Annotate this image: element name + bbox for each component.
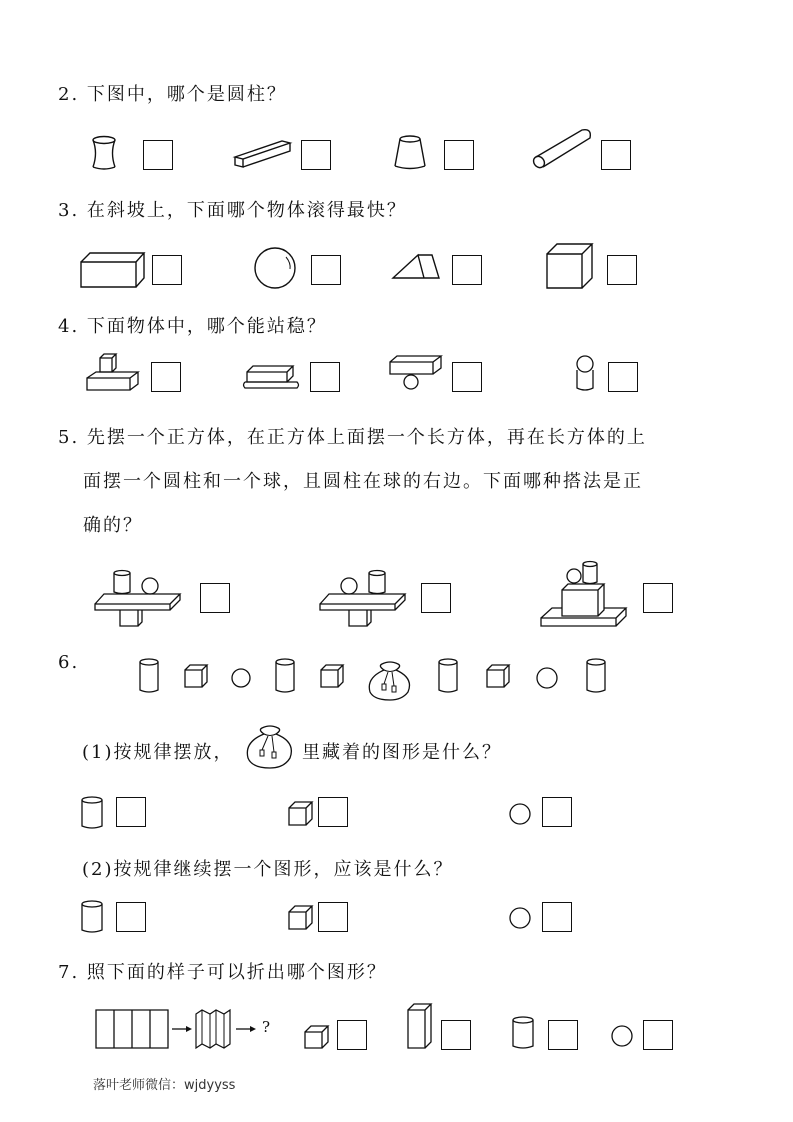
sequence-cylinder-1 — [140, 659, 158, 665]
question-5-line-2: 面摆一个圆柱和一个球，且圆柱在球的右边。下面哪种搭法是正 — [83, 471, 643, 492]
answer-box-q2-2[interactable] — [301, 140, 331, 170]
question-6-part-2-text: (2)按规律继续摆一个图形，应该是什么？ — [82, 859, 454, 880]
long-prism-figure — [232, 135, 294, 171]
answer-box-q7-2[interactable] — [441, 1020, 471, 1050]
question-2-text: 2. 下图中，哪个是圆柱？ — [58, 84, 287, 105]
question-3-text: 3. 在斜坡上，下面哪个物体滚得最快？ — [58, 200, 407, 221]
concave-cylinder-figure — [88, 133, 128, 173]
structure-option-2-figure — [317, 566, 409, 628]
option-ball-icon-3 — [610, 1024, 636, 1050]
answer-box-q6-1-b[interactable] — [318, 797, 348, 827]
board-on-ball-figure — [387, 354, 445, 392]
sequence-hidden-bag-icon — [369, 662, 409, 700]
option-cylinder-icon-2 — [80, 898, 106, 936]
option-cylinder-icon — [80, 794, 106, 832]
hidden-bag-icon — [244, 722, 296, 772]
structure-option-3-figure — [538, 558, 630, 630]
answer-box-q2-1[interactable] — [143, 140, 173, 170]
board-on-cylinder-figure — [239, 362, 301, 392]
option-cube-icon — [286, 798, 318, 828]
question-7-text: 7. 照下面的样子可以折出哪个图形？ — [58, 962, 387, 983]
sequence-cube-2 — [321, 665, 343, 687]
sequence-ball-1 — [232, 669, 250, 687]
answer-box-q2-3[interactable] — [444, 140, 474, 170]
sequence-cylinder-4 — [587, 659, 605, 665]
long-cylinder-figure — [530, 126, 596, 172]
answer-box-q6-1-c[interactable] — [542, 797, 572, 827]
answer-box-q3-2[interactable] — [311, 255, 341, 285]
sequence-cube-1 — [185, 665, 207, 687]
cuboid-figure — [78, 250, 146, 290]
triangular-prism-figure — [390, 250, 444, 284]
folding-process-figure — [94, 1006, 273, 1052]
question-4-text: 4. 下面物体中，哪个能站稳？ — [58, 316, 327, 337]
answer-box-q6-2-a[interactable] — [116, 902, 146, 932]
option-cylinder-icon-3 — [510, 1014, 538, 1052]
answer-box-q6-1-a[interactable] — [116, 797, 146, 827]
question-6-part-1-suffix: 里藏着的图形是什么？ — [302, 742, 502, 763]
cube-figure — [544, 242, 598, 292]
sequence-cube-3 — [487, 665, 509, 687]
frustum-figure — [390, 133, 432, 173]
sequence-ball-2 — [537, 668, 557, 688]
option-tall-prism-icon — [405, 1000, 437, 1052]
option-cube-icon-2 — [286, 902, 318, 932]
answer-box-q3-3[interactable] — [452, 255, 482, 285]
answer-box-q6-2-b[interactable] — [318, 902, 348, 932]
stacked-cubes-figure — [84, 352, 144, 394]
answer-box-q5-2[interactable] — [421, 583, 451, 613]
answer-box-q4-1[interactable] — [151, 362, 181, 392]
answer-box-q5-1[interactable] — [200, 583, 230, 613]
footer-contact: 落叶老师微信：wjdyyss — [93, 1078, 236, 1093]
answer-box-q6-2-c[interactable] — [542, 902, 572, 932]
answer-box-q7-4[interactable] — [643, 1020, 673, 1050]
sequence-row-figure — [138, 656, 610, 702]
answer-box-q7-3[interactable] — [548, 1020, 578, 1050]
option-ball-icon — [508, 802, 534, 828]
answer-box-q7-1[interactable] — [337, 1020, 367, 1050]
option-ball-icon-2 — [508, 906, 534, 932]
question-6-part-1-prefix: (1)按规律摆放， — [82, 742, 234, 763]
answer-box-q5-3[interactable] — [643, 583, 673, 613]
sphere-figure — [252, 245, 300, 293]
question-6-number: 6. — [58, 652, 80, 673]
sequence-cylinder-2 — [276, 659, 294, 665]
sequence-cylinder-3 — [439, 659, 457, 665]
option-small-cube-icon — [302, 1022, 334, 1050]
answer-box-q4-4[interactable] — [608, 362, 638, 392]
answer-box-q4-3[interactable] — [452, 362, 482, 392]
answer-box-q4-2[interactable] — [310, 362, 340, 392]
structure-option-1-figure — [92, 566, 184, 628]
cylinder-on-ball-figure — [572, 354, 600, 394]
question-5-line-3: 确的？ — [83, 515, 143, 536]
question-mark-label: ? — [262, 1018, 273, 1036]
question-5-line-1: 5. 先摆一个正方体，在正方体上面摆一个长方体，再在长方体的上 — [58, 427, 647, 448]
answer-box-q2-4[interactable] — [601, 140, 631, 170]
answer-box-q3-1[interactable] — [152, 255, 182, 285]
answer-box-q3-4[interactable] — [607, 255, 637, 285]
